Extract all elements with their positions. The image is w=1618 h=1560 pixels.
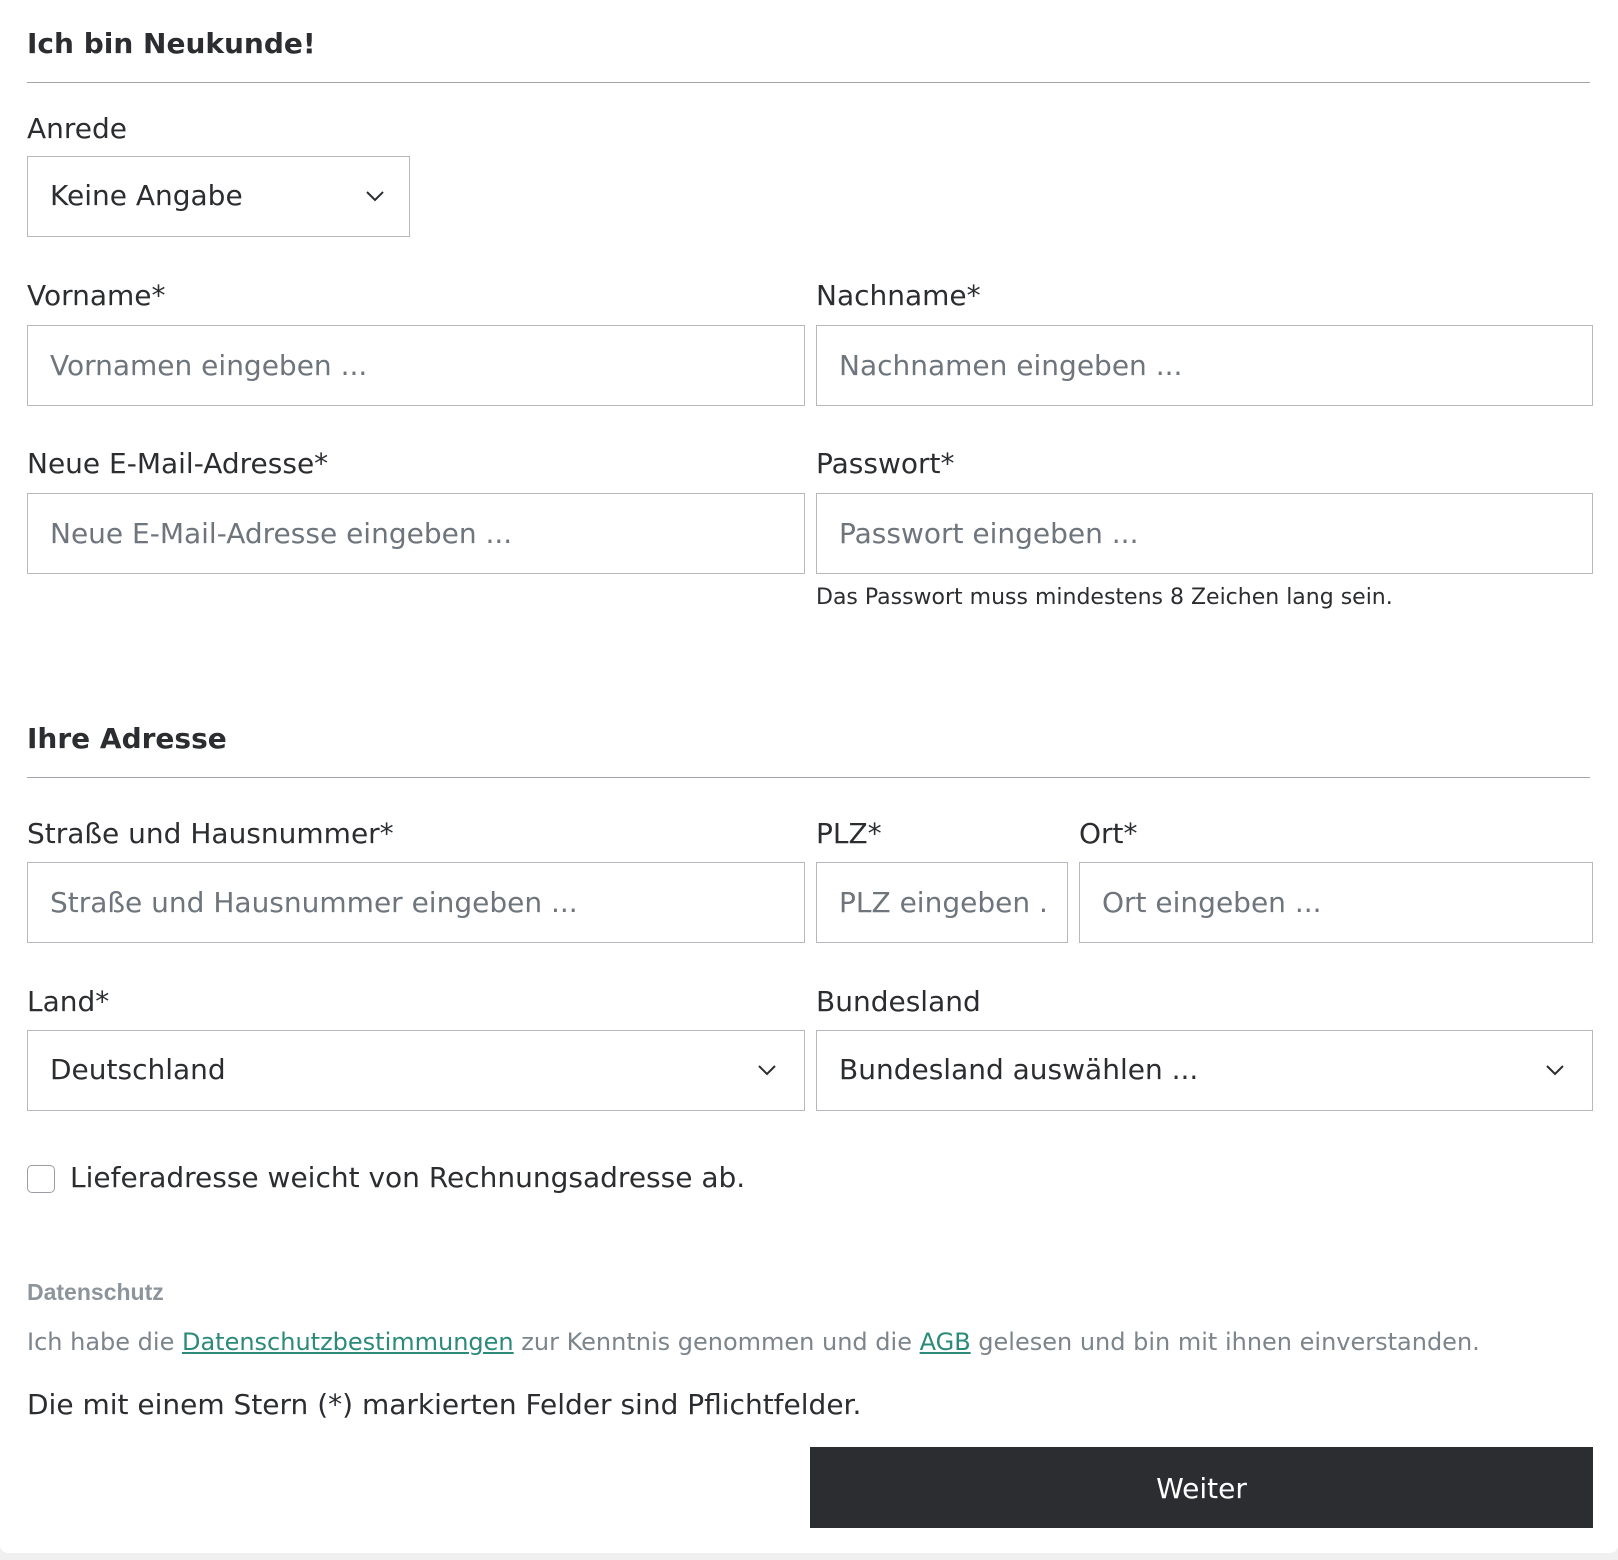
address-divider bbox=[27, 777, 1590, 778]
city-field[interactable] bbox=[1079, 862, 1593, 943]
salutation-label: Anrede bbox=[27, 112, 128, 145]
required-fields-note: Die mit einem Stern (*) markierten Felder sind Pflichtfelder. bbox=[27, 1388, 862, 1421]
new-customer-heading: Ich bin Neukunde! bbox=[27, 27, 316, 60]
email-label: Neue E-Mail-Adresse* bbox=[27, 447, 329, 480]
salutation-value: Keine Angabe bbox=[50, 179, 243, 212]
password-field[interactable] bbox=[816, 493, 1593, 574]
chevron-down-icon bbox=[1544, 1059, 1566, 1081]
first-name-label: Vorname* bbox=[27, 279, 166, 312]
street-label: Straße und Hausnummer* bbox=[27, 817, 394, 850]
zip-field[interactable] bbox=[816, 862, 1068, 943]
heading-divider bbox=[27, 82, 1590, 83]
zip-label: PLZ* bbox=[816, 817, 882, 850]
email-field[interactable] bbox=[27, 493, 805, 574]
password-hint: Das Passwort muss mindestens 8 Zeichen lang sein. bbox=[816, 585, 1393, 610]
terms-link[interactable]: AGB bbox=[919, 1328, 971, 1356]
password-label: Passwort* bbox=[816, 447, 955, 480]
address-heading: Ihre Adresse bbox=[27, 722, 227, 755]
privacy-policy-link[interactable]: Datenschutzbestimmungen bbox=[181, 1328, 514, 1356]
privacy-text-before: Ich habe die bbox=[27, 1328, 182, 1356]
last-name-field[interactable] bbox=[816, 325, 1593, 406]
different-shipping-label[interactable]: Lieferadresse weicht von Rechnungsadresse ab. bbox=[70, 1161, 746, 1194]
country-value: Deutschland bbox=[50, 1053, 226, 1086]
zip-input[interactable] bbox=[817, 863, 1067, 942]
city-input[interactable] bbox=[1080, 863, 1592, 942]
email-input[interactable] bbox=[28, 494, 804, 573]
privacy-text-middle: zur Kenntnis genommen und die bbox=[513, 1328, 920, 1356]
country-label: Land* bbox=[27, 985, 110, 1018]
salutation-select[interactable] bbox=[27, 156, 410, 237]
privacy-text bbox=[27, 1327, 1480, 1357]
last-name-input[interactable] bbox=[817, 326, 1592, 405]
state-select[interactable] bbox=[816, 1030, 1593, 1111]
password-input[interactable] bbox=[817, 494, 1592, 573]
city-label: Ort* bbox=[1079, 817, 1138, 850]
state-label: Bundesland bbox=[816, 985, 981, 1018]
first-name-input[interactable] bbox=[28, 326, 804, 405]
street-input[interactable] bbox=[28, 863, 804, 942]
privacy-text-after: gelesen und bin mit ihnen einverstanden. bbox=[970, 1328, 1480, 1356]
chevron-down-icon bbox=[364, 185, 386, 207]
first-name-field[interactable] bbox=[27, 325, 805, 406]
street-field[interactable] bbox=[27, 862, 805, 943]
state-value: Bundesland auswählen ... bbox=[839, 1053, 1199, 1086]
continue-button[interactable]: Weiter bbox=[810, 1447, 1593, 1528]
chevron-down-icon bbox=[756, 1059, 778, 1081]
privacy-heading: Datenschutz bbox=[27, 1279, 164, 1305]
last-name-label: Nachname* bbox=[816, 279, 981, 312]
different-shipping-checkbox[interactable] bbox=[27, 1165, 55, 1193]
country-select[interactable] bbox=[27, 1030, 805, 1111]
